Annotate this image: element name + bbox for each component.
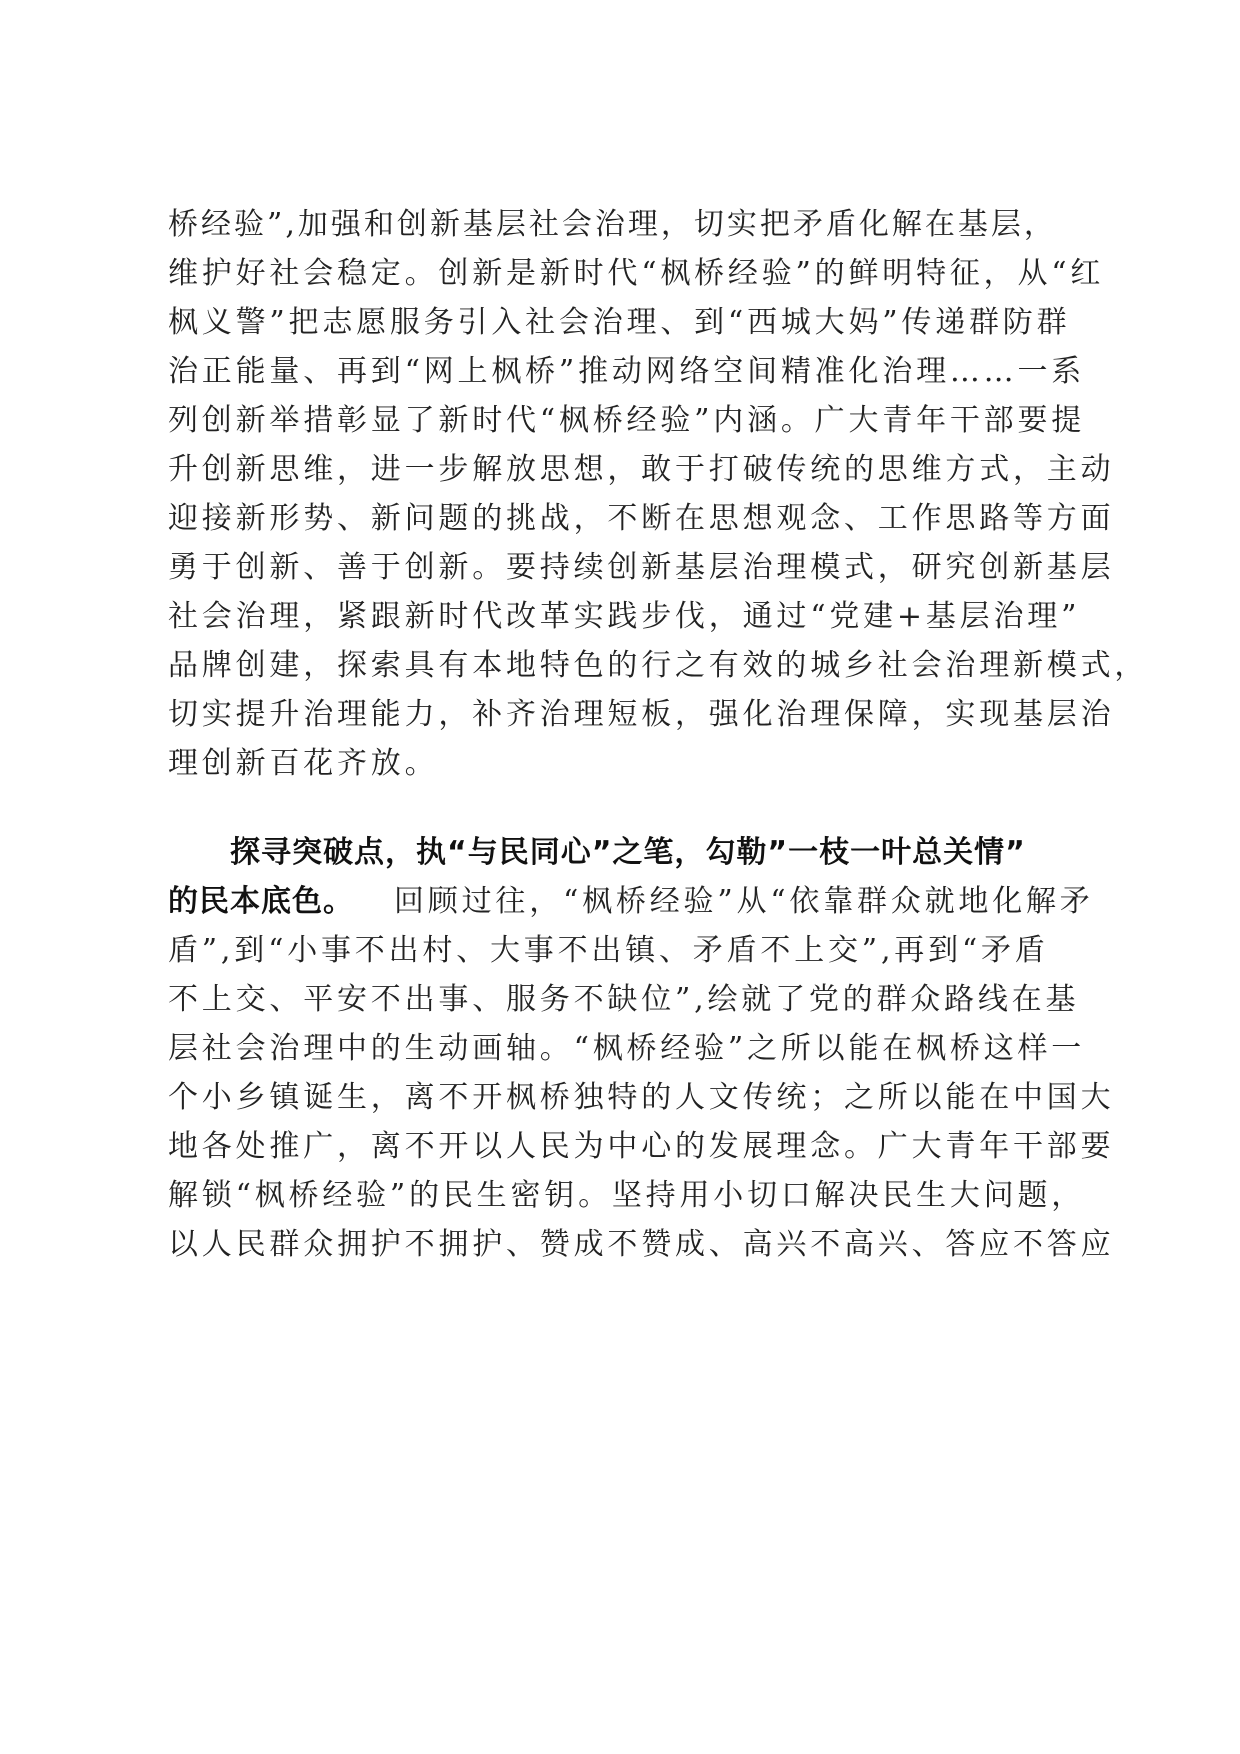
text-line: 个小乡镇诞生，离不开枫桥独特的人文传统；之所以能在中国大 — [168, 1080, 1115, 1115]
text-line: 品牌创建，探索具有本地特色的行之有效的城乡社会治理新模式， — [168, 648, 1149, 683]
text-line: 枫义警”把志愿服务引入社会治理、到“西城大妈”传递群防群 — [168, 305, 1071, 340]
text-line: 列创新举措彰显了新时代“枫桥经验”内涵。广大青年干部要提 — [168, 403, 1086, 438]
text-line: 维护好社会稳定。创新是新时代“枫桥经验”的鲜明特征，从“红 — [168, 256, 1105, 291]
text-line: 解锁“枫桥经验”的民生密钥。坚持用小切口解决民生大问题， — [168, 1178, 1086, 1213]
text-line: 桥经验”,加强和创新基层社会治理，切实把矛盾化解在基层， — [168, 207, 1057, 242]
text-fragment: 回顾过往，“枫桥经验”从“依靠群众就地化解矛 — [394, 884, 1094, 919]
section-heading: 探寻突破点，执“与民同心”之笔，勾勒”一枝一叶总关情” — [230, 835, 1026, 870]
text-line: 升创新思维，进一步解放思想，敢于打破传统的思维方式，主动 — [168, 452, 1115, 487]
text-line: 迎接新形势、新问题的挑战，不断在思想观念、工作思路等方面 — [168, 501, 1115, 536]
text-line: 勇于创新、善于创新。要持续创新基层治理模式，研究创新基层 — [168, 550, 1115, 585]
section-heading-continued: 的民本底色。 — [168, 884, 354, 919]
paragraph-people-centered — [168, 828, 1115, 1269]
text-line: 社会治理，紧跟新时代改革实践步伐，通过“党建+基层治理” — [168, 599, 1081, 634]
body-text — [168, 200, 1149, 1269]
text-line: 以人民群众拥护不拥护、赞成不赞成、高兴不高兴、答应不答应 — [168, 1227, 1115, 1262]
text-line: 层社会治理中的生动画轴。“枫桥经验”之所以能在枫桥这样一 — [168, 1031, 1086, 1066]
text-line: 理创新百花齐放。 — [168, 746, 439, 781]
heading-line — [168, 828, 1078, 877]
text-line — [168, 877, 1094, 926]
text-line: 地各处推广，离不开以人民为中心的发展理念。广大青年干部要 — [168, 1129, 1115, 1164]
paragraph-innovation — [168, 200, 1149, 788]
text-line: 切实提升治理能力，补齐治理短板，强化治理保障，实现基层治 — [168, 697, 1115, 732]
text-line: 不上交、平安不出事、服务不缺位”,绘就了党的群众路线在基 — [168, 982, 1080, 1017]
paragraph-gap — [168, 788, 1078, 828]
text-line: 盾”,到“小事不出村、大事不出镇、矛盾不上交”,再到“矛盾 — [168, 933, 1049, 968]
text-line: 治正能量、再到“网上枫桥”推动网络空间精准化治理……一系 — [168, 354, 1086, 389]
